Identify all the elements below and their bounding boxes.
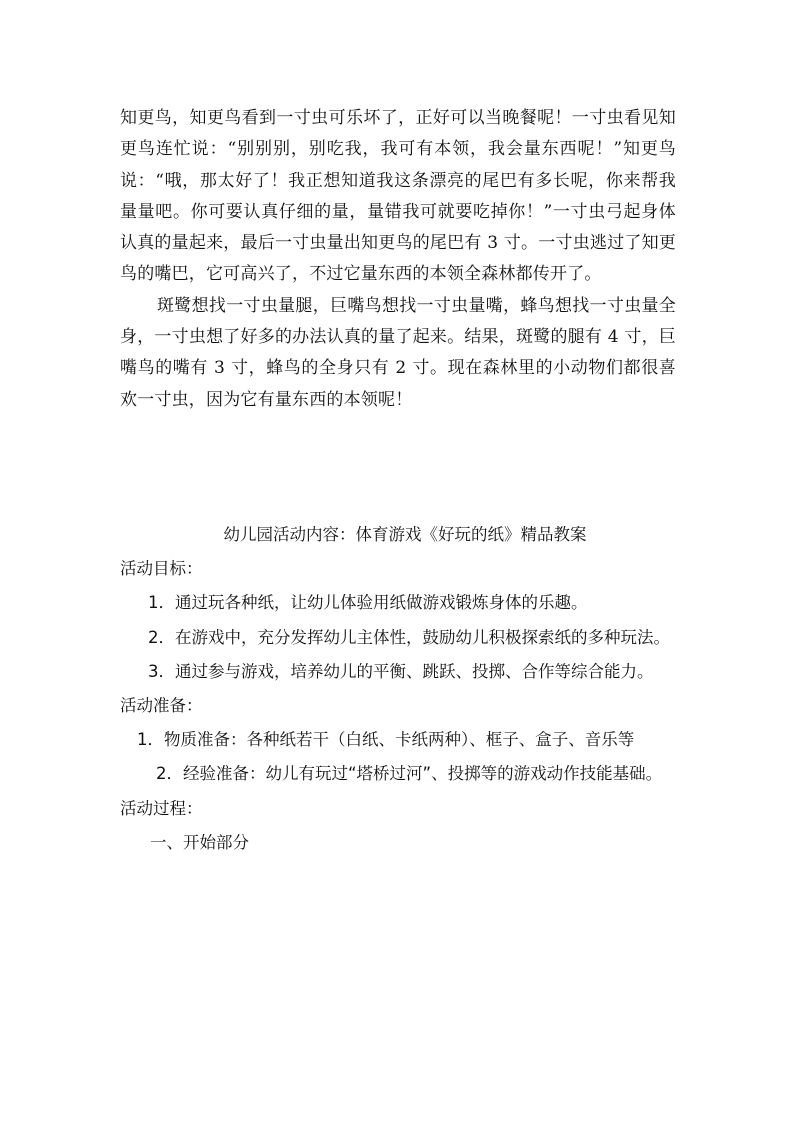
prep-heading: 活动准备： — [120, 696, 203, 716]
story-paragraph-2: 斑鹭想找一寸虫量腿，巨嘴鸟想找一寸虫量嘴，蜂鸟想找一寸虫量全身，一寸虫想了好多的办法认真的量了起来。结果，斑鹭的腿有 4 寸，巨嘴鸟的嘴有 3 寸，蜂鸟的全身只有 2 寸。现在森林里的小动物们都很喜欢一寸虫，因为它有量东西的本领呢！ — [120, 295, 676, 410]
lesson-title: 幼儿园活动内容：体育游戏《好玩的纸》精品教案 — [223, 525, 587, 544]
process-part-1: 一、开始部分 — [150, 832, 249, 852]
lesson-plan-section — [120, 518, 676, 860]
goal-item-2: 2．在游戏中，充分发挥幼儿主体性，鼓励幼儿积极探索纸的多种玩法。 — [148, 627, 670, 647]
story-section — [120, 103, 676, 416]
process-heading: 活动过程： — [120, 798, 203, 818]
prep-item-2: 2．经验准备：幼儿有玩过“塔桥过河”、投掷等的游戏动作技能基础。 — [156, 764, 663, 784]
goal-item-3: 3．通过参与游戏，培养幼儿的平衡、跳跃、投掷、合作等综合能力。 — [148, 661, 654, 681]
prep-item-1: 1．物质准备：各种纸若干（白纸、卡纸两种）、框子、盒子、音乐等 — [137, 730, 635, 750]
goal-item-1: 1．通过玩各种纸，让幼儿体验用纸做游戏锻炼身体的乐趣。 — [148, 593, 588, 613]
goals-heading: 活动目标： — [120, 559, 203, 579]
story-paragraph-1: 知更鸟，知更鸟看到一寸虫可乐坏了，正好可以当晚餐呢！一寸虫看见知更鸟连忙说：“别别别，别吃我，我可有本领，我会量东西呢！”知更鸟说：“哦，那太好了！我正想知道我这条漂亮的尾巴有多长呢，你来帮我量量吧。你可要认真仔细的量，量错我可就要吃掉你！”一寸虫弓起身体认真的量起来，最后一寸虫量出知更鸟的尾巴有 3 寸。一寸虫逃过了知更鸟的嘴巴，它可高兴了，不过它量东西的本领全森林都传开了。 — [120, 108, 676, 285]
